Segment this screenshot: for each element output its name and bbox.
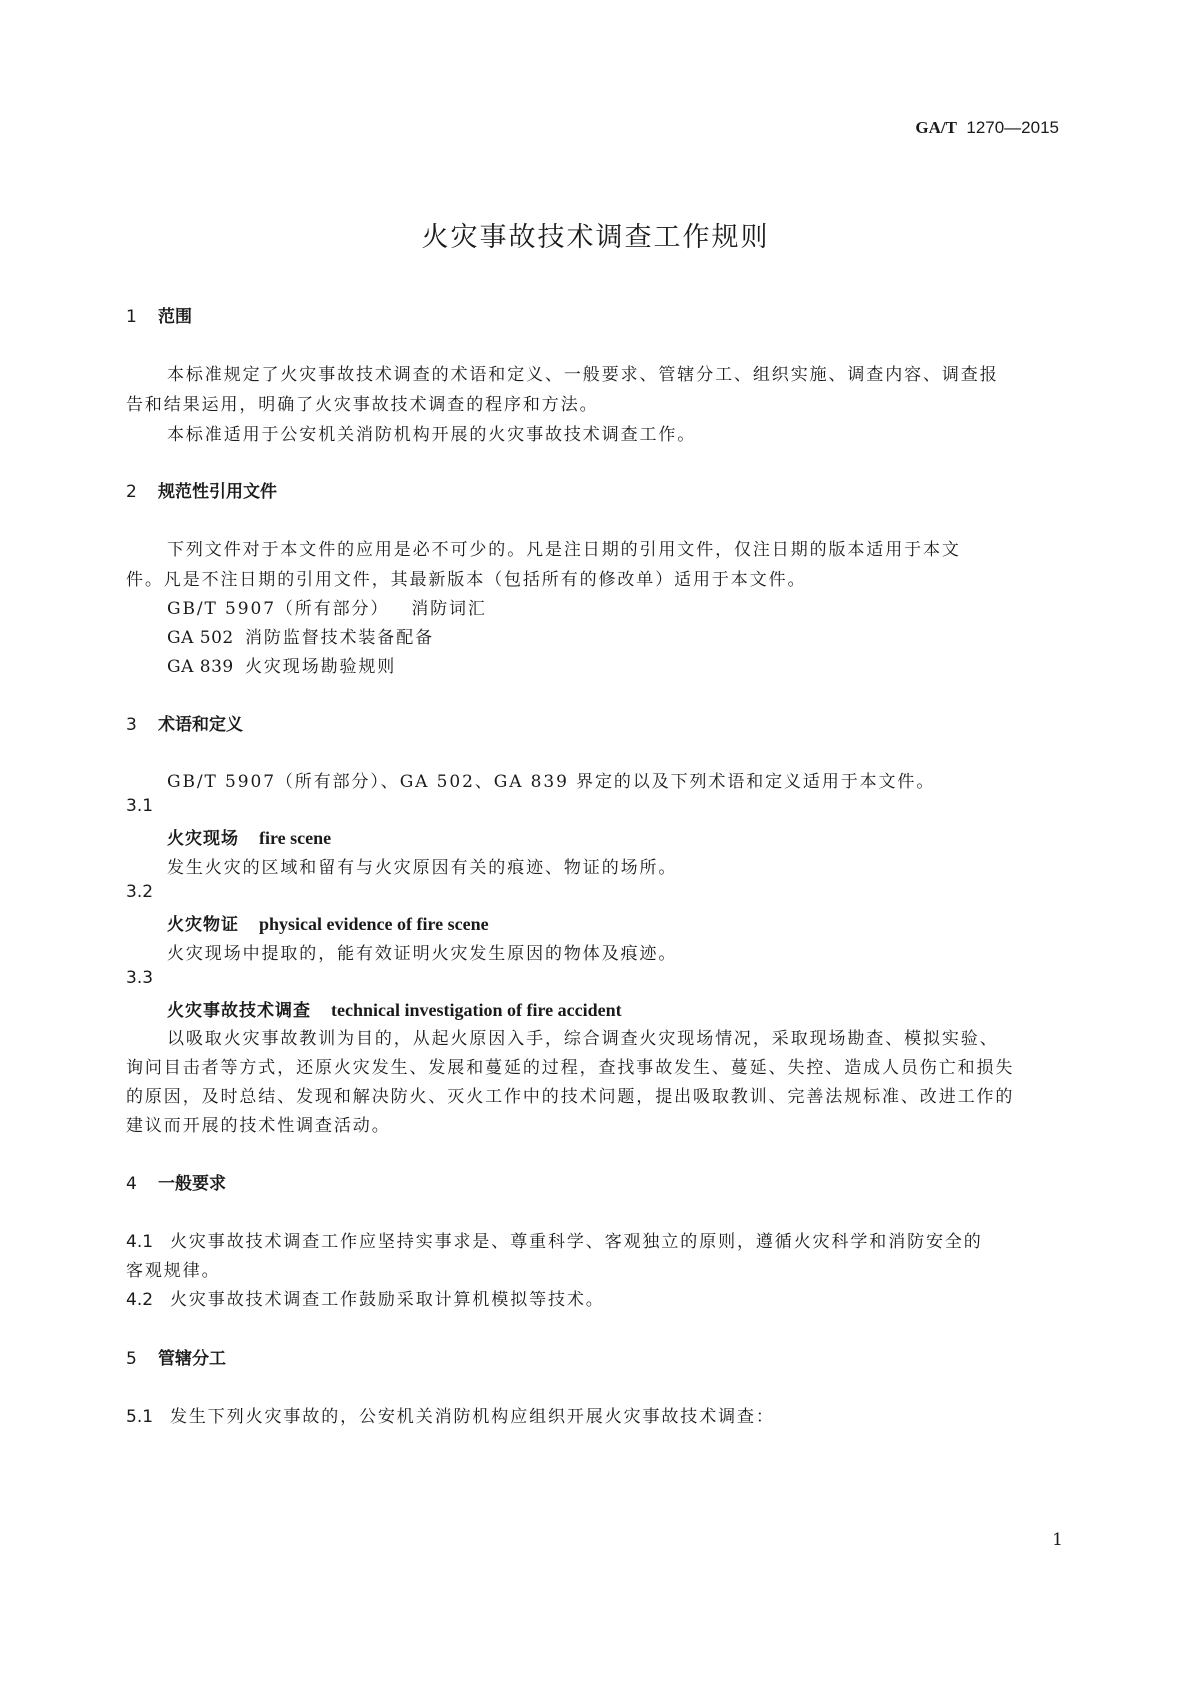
paragraph: 下列文件对于本文件的应用是必不可少的。凡是注日期的引用文件，仅注日期的版本适用于本文 — [167, 540, 961, 560]
term-zh: 火灾物证 — [167, 915, 239, 935]
reference-name: 火灾现场勘验规则 — [245, 657, 397, 677]
paragraph: 件。凡是不注日期的引用文件，其最新版本（包括所有的修改单）适用于本文件。 — [126, 570, 807, 590]
reference-code: GB/T 5907（所有部分） — [167, 599, 390, 619]
term-en: technical investigation of fire accident — [331, 1000, 622, 1020]
term-definition: 的原因，及时总结、发现和解决防火、灭火工作中的技术问题，提出吸取教训、完善法规标准、改进工作的 — [126, 1087, 1015, 1107]
standard-prefix: GA/T — [915, 118, 957, 137]
clause-text: 火灾事故技术调查工作应坚持实事求是、尊重科学、客观独立的原则，遵循火灾科学和消防安全的 — [170, 1232, 983, 1252]
clause — [126, 1227, 983, 1252]
term-heading — [167, 996, 622, 1021]
term-zh: 火灾现场 — [167, 829, 239, 849]
term-definition: 建议而开展的技术性调查活动。 — [126, 1116, 391, 1136]
reference-name: 消防词汇 — [411, 599, 487, 619]
section-title: 管辖分工 — [158, 1349, 226, 1369]
paragraph: GB/T 5907（所有部分）、GA 502、GA 839 界定的以及下列术语和定义适用于本文件。 — [167, 772, 936, 792]
reference-item — [167, 652, 396, 677]
section-heading-4 — [126, 1169, 226, 1194]
paragraph: 本标准适用于公安机关消防机构开展的火灾事故技术调查工作。 — [167, 425, 697, 445]
section-title: 术语和定义 — [158, 715, 243, 735]
section-title: 一般要求 — [158, 1174, 226, 1194]
standard-number — [915, 118, 1059, 138]
reference-code: GA 502 — [167, 628, 234, 648]
term-number: 3.3 — [126, 968, 154, 988]
section-number: 5 — [126, 1349, 137, 1369]
clause-continuation: 客观规律。 — [126, 1261, 221, 1281]
reference-item — [167, 623, 434, 648]
term-number: 3.1 — [126, 796, 154, 816]
page-number: 1 — [1052, 1530, 1063, 1550]
term-number: 3.2 — [126, 882, 154, 902]
section-heading-2 — [126, 477, 277, 502]
term-en: physical evidence of fire scene — [259, 914, 489, 934]
clause-number: 4.2 — [126, 1290, 154, 1310]
term-definition: 火灾现场中提取的，能有效证明火灾发生原因的物体及痕迹。 — [167, 944, 678, 964]
clause — [126, 1285, 605, 1310]
clause-number: 4.1 — [126, 1232, 154, 1252]
term-definition: 以吸取火灾事故教训为目的，从起火原因入手，综合调查火灾现场情况，采取现场勘查、模拟实验、 — [167, 1029, 999, 1049]
term-heading — [167, 824, 331, 849]
section-number: 1 — [126, 307, 137, 327]
term-heading — [167, 910, 489, 935]
standard-code: 1270—2015 — [966, 118, 1059, 137]
clause — [126, 1402, 775, 1427]
clause-text: 火灾事故技术调查工作鼓励采取计算机模拟等技术。 — [170, 1290, 605, 1310]
reference-code: GA 839 — [167, 657, 234, 677]
term-en: fire scene — [259, 828, 332, 848]
term-definition: 发生火灾的区域和留有与火灾原因有关的痕迹、物证的场所。 — [167, 858, 678, 878]
section-heading-5 — [126, 1344, 226, 1369]
section-title: 规范性引用文件 — [158, 482, 277, 502]
section-number: 4 — [126, 1174, 137, 1194]
term-definition: 询问目击者等方式，还原火灾发生、发展和蔓延的过程，查找事故发生、蔓延、失控、造成人员伤亡和损失 — [126, 1058, 1015, 1078]
term-zh: 火灾事故技术调查 — [167, 1001, 311, 1021]
section-title: 范围 — [158, 307, 192, 327]
section-number: 3 — [126, 715, 137, 735]
section-number: 2 — [126, 482, 137, 502]
reference-name: 消防监督技术装备配备 — [245, 628, 434, 648]
reference-item — [167, 594, 487, 619]
clause-number: 5.1 — [126, 1407, 154, 1427]
document-title: 火灾事故技术调查工作规则 — [421, 222, 770, 253]
paragraph: 本标准规定了火灾事故技术调查的术语和定义、一般要求、管辖分工、组织实施、调查内容、调查报 — [167, 365, 999, 385]
section-heading-1 — [126, 302, 192, 327]
section-heading-3 — [126, 710, 243, 735]
clause-text: 发生下列火灾事故的，公安机关消防机构应组织开展火灾事故技术调查： — [170, 1407, 775, 1427]
paragraph: 告和结果运用，明确了火灾事故技术调查的程序和方法。 — [126, 395, 599, 415]
